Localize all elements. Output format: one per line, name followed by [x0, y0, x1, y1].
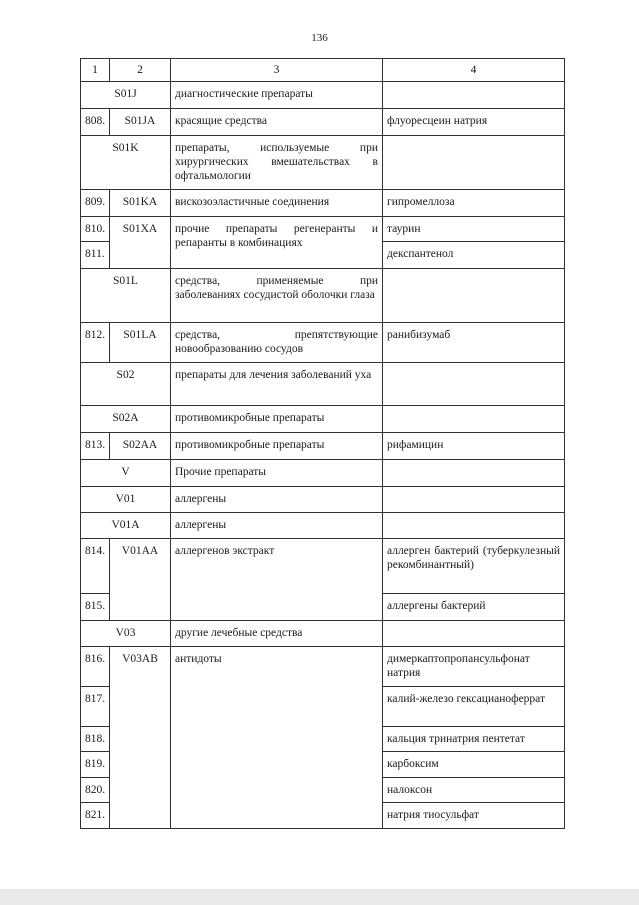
atc-code: S01J — [81, 82, 171, 109]
drug-name — [383, 406, 565, 433]
table-row — [81, 513, 565, 539]
row-number: 821. — [81, 803, 110, 829]
drug-name — [383, 487, 565, 513]
table-row — [81, 539, 565, 594]
atc-code: S01JA — [110, 109, 171, 136]
table-row — [81, 363, 565, 406]
header-col-1: 1 — [81, 59, 110, 82]
atc-code: V01 — [81, 487, 171, 513]
table-row — [81, 217, 565, 242]
atc-code: S02A — [81, 406, 171, 433]
drug-name: натрия тиосульфат — [383, 803, 565, 829]
drug-name — [383, 82, 565, 109]
group-name: препараты для лечения заболеваний уха — [171, 363, 383, 406]
atc-code: V — [81, 460, 171, 487]
atc-code: V01A — [81, 513, 171, 539]
group-name: аллергены — [171, 487, 383, 513]
drug-name: рифамицин — [383, 433, 565, 460]
group-name: противомикробные препараты — [171, 433, 383, 460]
table-row — [81, 647, 565, 687]
drug-name: гипромеллоза — [383, 190, 565, 217]
drug-name: флуоресцеин натрия — [383, 109, 565, 136]
row-number: 814. — [81, 539, 110, 594]
header-col-2: 2 — [110, 59, 171, 82]
header-col-3: 3 — [171, 59, 383, 82]
drug-name: аллергены бактерий — [383, 594, 565, 621]
atc-code: S01KA — [110, 190, 171, 217]
table-row — [81, 269, 565, 323]
table-row — [81, 621, 565, 647]
atc-code: S01LA — [110, 323, 171, 363]
drug-name: карбоксим — [383, 752, 565, 778]
table-row — [81, 487, 565, 513]
drug-name: декспантенол — [383, 242, 565, 269]
atc-code: S01K — [81, 136, 171, 190]
group-name: красящие средства — [171, 109, 383, 136]
table-row — [81, 406, 565, 433]
table-row — [81, 323, 565, 363]
group-name: противомикробные препараты — [171, 406, 383, 433]
drug-name: аллерген бактерий (туберкулезный рекомбинантный) — [383, 539, 565, 594]
drug-name — [383, 136, 565, 190]
row-number: 820. — [81, 778, 110, 803]
drug-name: ранибизумаб — [383, 323, 565, 363]
row-number: 811. — [81, 242, 110, 269]
drug-name: налоксон — [383, 778, 565, 803]
atc-code: S01L — [81, 269, 171, 323]
drug-name — [383, 621, 565, 647]
group-name: другие лечебные средства — [171, 621, 383, 647]
row-number: 818. — [81, 727, 110, 752]
group-name: диагностические препараты — [171, 82, 383, 109]
header-col-4: 4 — [383, 59, 565, 82]
drug-name — [383, 460, 565, 487]
table-row — [81, 433, 565, 460]
group-name: аллергены — [171, 513, 383, 539]
drug-classification-table — [80, 58, 565, 829]
group-name: препараты, используемые при хирургических вмешательствах в офтальмологии — [171, 136, 383, 190]
group-name: вискозоэластичные соединения — [171, 190, 383, 217]
atc-code: S01XA — [110, 217, 171, 269]
row-number: 810. — [81, 217, 110, 242]
table-row — [81, 109, 565, 136]
drug-name — [383, 269, 565, 323]
atc-code: S02AA — [110, 433, 171, 460]
table-row — [81, 136, 565, 190]
drug-name: кальция тринатрия пентетат — [383, 727, 565, 752]
drug-name: калий-железо гексацианоферрат — [383, 687, 565, 727]
row-number: 816. — [81, 647, 110, 687]
row-number: 812. — [81, 323, 110, 363]
page-number: 136 — [311, 32, 328, 44]
row-number: 819. — [81, 752, 110, 778]
group-name: прочие препараты регенеранты и репаранты в комбинациях — [171, 217, 383, 269]
table-row — [81, 460, 565, 487]
header-row — [81, 59, 565, 82]
group-name: аллергенов экстракт — [171, 539, 383, 621]
scan-bottom-strip — [0, 889, 639, 905]
drug-name — [383, 363, 565, 406]
atc-code: V01AA — [110, 539, 171, 621]
atc-code: V03 — [81, 621, 171, 647]
row-number: 808. — [81, 109, 110, 136]
row-number: 815. — [81, 594, 110, 621]
group-name: Прочие препараты — [171, 460, 383, 487]
drug-name: димеркаптопропансульфонат натрия — [383, 647, 565, 687]
atc-code: V03AB — [110, 647, 171, 829]
group-name: средства, препятствующие новообразованию сосудов — [171, 323, 383, 363]
group-name: антидоты — [171, 647, 383, 829]
drug-name: таурин — [383, 217, 565, 242]
atc-code: S02 — [81, 363, 171, 406]
table-row — [81, 82, 565, 109]
group-name: средства, применяемые при заболеваниях сосудистой оболочки глаза — [171, 269, 383, 323]
table-row — [81, 190, 565, 217]
row-number: 813. — [81, 433, 110, 460]
row-number: 809. — [81, 190, 110, 217]
row-number: 817. — [81, 687, 110, 727]
drug-name — [383, 513, 565, 539]
